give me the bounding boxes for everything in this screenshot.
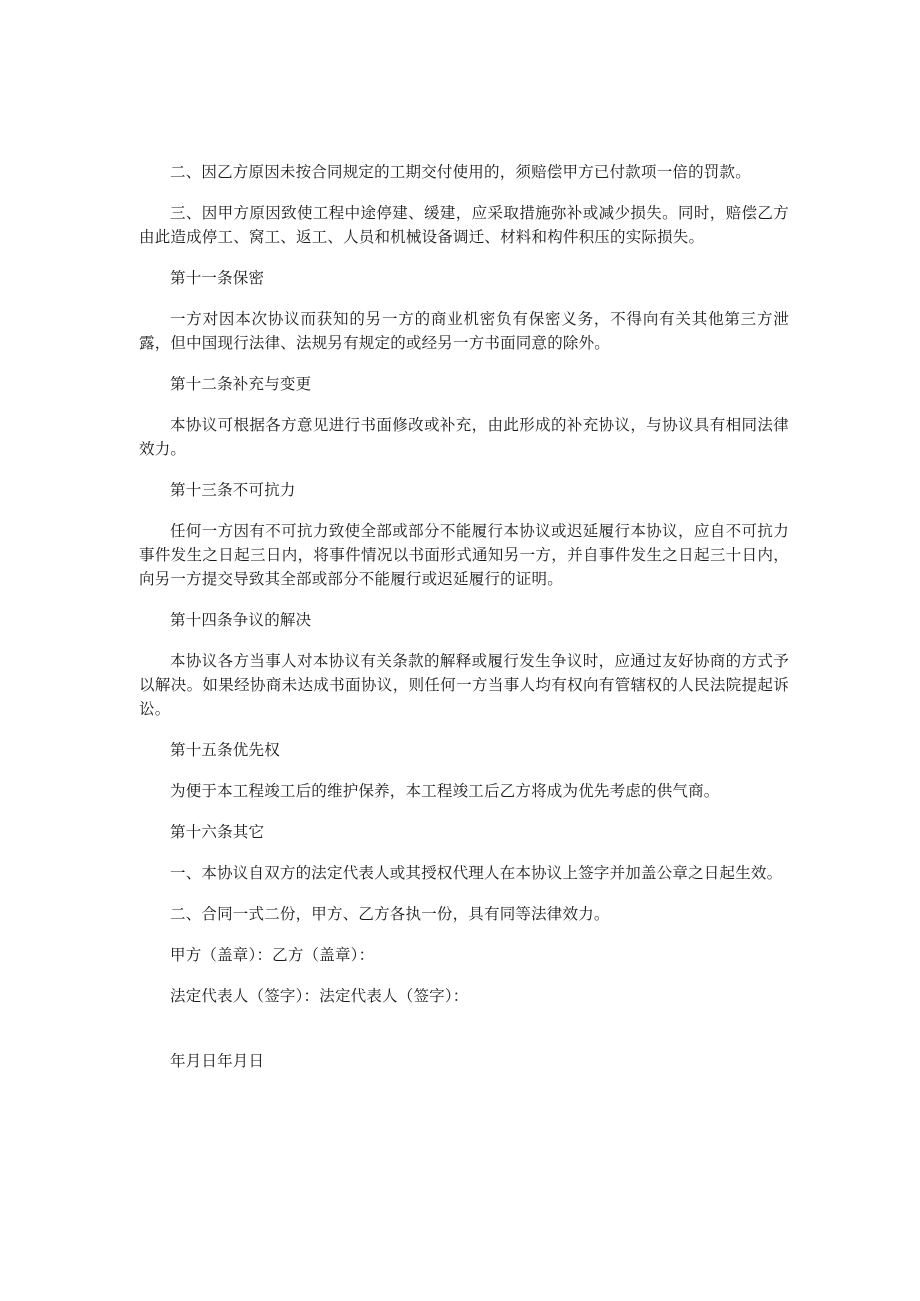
clause-11-body: 一方对因本次协议而获知的另一方的商业机密负有保密义务，不得向有关其他第三方泄露，但中国现行法律、法规另有规定的或经另一方书面同意的除外。 (139, 310, 789, 352)
clause-11-heading: 第十一条保密 (170, 269, 265, 287)
representative-signature-line: 法定代表人（签字）：法定代表人（签字）： (170, 987, 469, 1005)
clause-12-body: 本协议可根据各方意见进行书面修改或补充，由此形成的补充协议，与协议具有相同法律效力。 (139, 416, 789, 458)
clause-15-heading: 第十五条优先权 (170, 741, 280, 759)
clause-12-heading: 第十二条补充与变更 (170, 375, 312, 393)
clause-14-heading: 第十四条争议的解决 (170, 611, 312, 629)
clause-15-body: 为便于本工程竣工后的维护保养，本工程竣工后乙方将成为优先考虑的供气商。 (170, 782, 720, 800)
clause-14-body: 本协议各方当事人对本协议有关条款的解释或履行发生争议时，应通过友好协商的方式予以解决。如果经协商未达成书面协议，则任何一方当事人均有权向有管辖权的人民法院提起诉讼。 (139, 652, 789, 718)
clause-16-heading: 第十六条其它 (170, 823, 265, 841)
clause-16-item-2: 二、合同一式二份，甲方、乙方各执一份，具有同等法律效力。 (170, 905, 610, 923)
date-line: 年月日年月日 (170, 1052, 265, 1070)
clause-16-item-1: 一、本协议自双方的法定代表人或其授权代理人在本协议上签字并加盖公章之日起生效。 (170, 864, 783, 882)
clause-13-heading: 第十三条不可抗力 (170, 481, 296, 499)
clause-13-body: 任何一方因有不可抗力致使全部或部分不能履行本协议或迟延履行本协议，应自不可抗力事件发生之日起三日内，将事件情况以书面形式通知另一方，并自事件发生之日起三十日内，向另一方提交导致其全部或部分不能履行或迟延履行的证明。 (139, 522, 789, 588)
clause-10-item-2: 二、因乙方原因未按合同规定的工期交付使用的，须赔偿甲方已付款项一倍的罚款。 (170, 163, 751, 181)
clause-10-item-3: 三、因甲方原因致使工程中途停建、缓建，应采取措施弥补或减少损失。同时，赔偿乙方由此造成停工、窝工、返工、人员和机械设备调迁、材料和构件积压的实际损失。 (139, 204, 789, 246)
document-body (139, 160, 789, 1090)
seal-line: 甲方（盖章）：乙方（盖章）： (170, 946, 375, 964)
